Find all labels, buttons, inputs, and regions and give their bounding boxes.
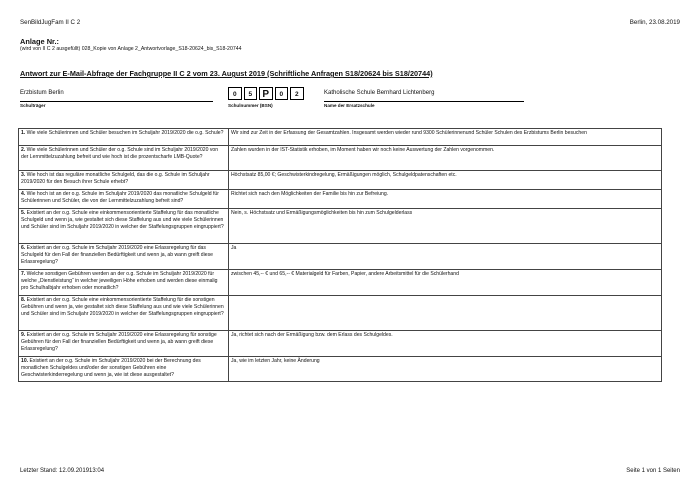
answer-cell: Nein, s. Höchstsatz und Ermäßigungsmöglichkeiten bis hin zum Schulgelderlass <box>229 209 662 244</box>
answer-cell: Ja, richtet sich nach der Ermäßigung bzw. dem Erlass des Schulgeldes. <box>229 331 662 357</box>
table-row <box>19 357 662 382</box>
table-row <box>19 146 662 171</box>
school-number-boxes <box>228 87 306 101</box>
question-text: Wie hoch ist an der o.g. Schule im Schuljahr 2019/2020 das monatliche Schulgeld für Schülerinnen und Schüler, die von der Lernmittelzuzahlung befreit sind? <box>21 191 219 205</box>
table-row <box>19 270 662 296</box>
question-number: 9. <box>21 332 26 338</box>
table-row <box>19 296 662 331</box>
table-row <box>19 171 662 190</box>
bsn-digit: 0 <box>275 87 289 100</box>
answer-cell: Ja, wie im letzten Jahr, keine Änderung <box>229 357 662 382</box>
answer-cell: Ja <box>229 244 662 270</box>
table-row <box>19 244 662 270</box>
answer-cell: Höchstsatz 85,00 €; Geschwisterkindregelung, Ermäßigungen möglich, Schulgeldpatenschaften etc. <box>229 171 662 190</box>
table-row <box>19 331 662 357</box>
question-text: Existiert an der o.g. Schule im Schuljahr 2019/2020 bei der Berechnung des monatlichen Schulgeldes und/oder der sonstigen Gebühren eine Geschwisterkinderregelung und wenn ja, wie ist diese ausgestaltet? <box>21 358 201 379</box>
anlage-title: Anlage Nr.: <box>20 37 60 46</box>
question-number: 6. <box>21 245 26 251</box>
question-text: Wie viele Schülerinnen und Schüler der o.g. Schule sind im Schuljahr 2019/2020 von der Lernmittelzuzahlung befreit und wie hoch ist die prozentscharfe LMB-Quote? <box>21 147 219 161</box>
school-name-value: Katholische Schule Bernhard Lichtenberg <box>324 90 435 96</box>
question-text: Existiert an der o.g. Schule eine einkommensorientierte Staffelung für das monatliche Schulgeld und wenn ja, wie gestaltet sich diese Staffelung aus und wie viele Schülerinnen und Schüler sind im Schuljahr 2019/2020 in welcher der Staffelungsgruppen eingruppiert? <box>21 210 224 231</box>
table-row <box>19 129 662 146</box>
footer-last-updated: Letzter Stand: 12.09.201913:04 <box>20 468 105 474</box>
question-cell <box>19 171 229 190</box>
answer-cell: zwischen 45,-- € und 65,-- € Materialgeld für Farben, Papier, andere Arbeitsmittel für die Schülerhand <box>229 270 662 296</box>
footer-page-number: Seite 1 von 1 Seiten <box>626 468 680 474</box>
question-number: 4. <box>21 191 26 197</box>
school-name-underline <box>324 101 524 102</box>
question-cell <box>19 244 229 270</box>
question-text: Welche sonstigen Gebühren werden an der o.g. Schule im Schuljahr 2019/2020 für welche „Dienstleistung“ in welcher jeweiligen Höhe erhoben und werden diese einmalig pro Schulhalbjahr erhoben oder monatlich? <box>21 271 218 292</box>
bsn-digit: P <box>259 87 273 100</box>
question-cell <box>19 270 229 296</box>
answer-cell <box>229 296 662 331</box>
question-number: 2. <box>21 147 26 153</box>
answer-cell: Zahlen wurden in der IST-Statistik erhoben, im Moment haben wir noch keine Auswertung der Zahlen vorgenommen. <box>229 146 662 171</box>
question-cell <box>19 190 229 209</box>
question-cell <box>19 146 229 171</box>
question-number: 8. <box>21 297 26 303</box>
header-department: SenBildJugFam II C 2 <box>20 19 81 26</box>
document-title: Antwort zur E-Mail-Abfrage der Fachgruppe II C 2 vom 23. August 2019 (Schriftliche Anfragen S18/20624 bis S18/20744) <box>20 69 433 78</box>
questions-table <box>18 128 662 382</box>
schultraeger-underline <box>20 101 213 102</box>
bsn-digit: 2 <box>290 87 304 100</box>
answer-cell: Richtet sich nach den Möglichkeiten der Familie bis hin zur Befreiung. <box>229 190 662 209</box>
answer-cell: Wir sind zur Zeit in der Erfassung der Gesamtzahlen. Insgesamt werden wieder rund 9300 Schülerinnenund Schüler Schulen des Erzbistums Berlin besuchen <box>229 129 662 146</box>
question-text: Wie hoch ist das reguläre monatliche Schulgeld, das die o.g. Schule im Schuljahr 2019/2020 für den Besuch ihrer Schule erhebt? <box>21 172 210 186</box>
school-number-label: Schulnummer (BSN) <box>228 103 273 108</box>
question-cell <box>19 357 229 382</box>
question-cell <box>19 129 229 146</box>
question-number: 5. <box>21 210 26 216</box>
bsn-digit: 5 <box>244 87 258 100</box>
question-number: 1. <box>21 130 26 136</box>
question-cell <box>19 331 229 357</box>
school-name-label: Name der Ersatzschule <box>324 103 375 108</box>
question-cell <box>19 296 229 331</box>
question-cell <box>19 209 229 244</box>
table-row <box>19 190 662 209</box>
header-date: Berlin, 23.08.2019 <box>629 19 680 26</box>
question-number: 7. <box>21 271 26 277</box>
question-text: Wie viele Schülerinnen und Schüler besuchen im Schuljahr 2019/2020 die o.g. Schule? <box>26 130 224 136</box>
question-text: Existiert an der o.g. Schule im Schuljahr 2019/2020 eine Erlassregelung für das Schulgeld für den Fall der finanziellen Bedürftigkeit und wenn ja, ab wann greift diese Erlassregelung? <box>21 245 213 266</box>
bsn-digit: 0 <box>228 87 242 100</box>
question-number: 3. <box>21 172 26 178</box>
schultraeger-label: Schulträger <box>20 103 46 108</box>
question-number: 10. <box>21 358 29 364</box>
question-text: Existiert an der o.g. Schule im Schuljahr 2019/2020 eine Erlassregelung für sonstige Gebühren für den Fall der finanziellen Bedürftigkeit und wenn ja, ab wann greift diese Erlassregelung? <box>21 332 217 353</box>
anlage-subtitle: (wird von II C 2 ausgefüllt) 028_Kopie von Anlage 2_Antwortvorlage_S18-20624_bis_S18-20744 <box>20 46 242 52</box>
question-text: Existiert an der o.g. Schule eine einkommensorientierte Staffelung für die sonstigen Gebühren und wenn ja, wie gestaltet sich diese Staffelung aus und wie viele Schülerinnen und Schüler sind im Schuljahr 2019/2020 in welcher der Staffelungsgruppen eingruppiert? <box>21 297 224 318</box>
table-row <box>19 209 662 244</box>
schultraeger-value: Erzbistum Berlin <box>20 90 64 96</box>
